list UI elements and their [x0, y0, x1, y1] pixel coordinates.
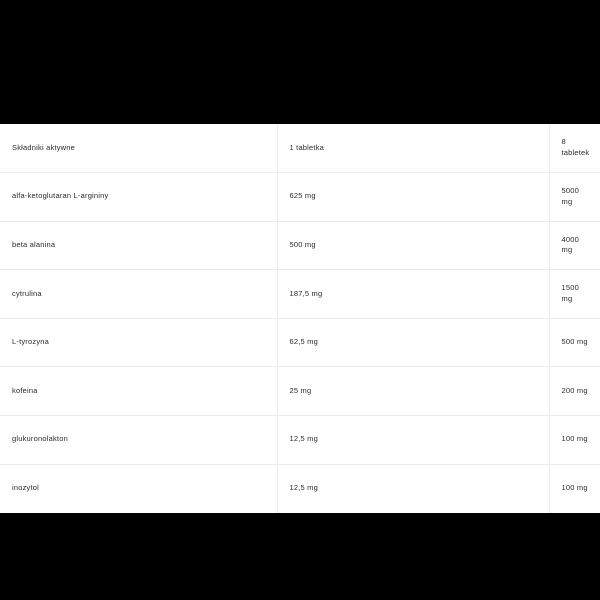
- table-row: [0, 270, 600, 319]
- ingredient-per-eight: 4000 mg: [549, 221, 600, 270]
- ingredient-per-tablet: 187,5 mg: [277, 270, 549, 319]
- ingredient-name: beta alanina: [0, 221, 277, 270]
- ingredient-per-tablet: 62,5 mg: [277, 318, 549, 367]
- ingredient-name: alfa-ketoglutaran L-argininy: [0, 173, 277, 222]
- ingredient-per-eight: 200 mg: [549, 367, 600, 416]
- ingredient-name: cytrulina: [0, 270, 277, 319]
- ingredient-per-eight: 1500 mg: [549, 270, 600, 319]
- column-header-per-eight: 8 tabletek: [549, 124, 600, 173]
- column-header-per-tablet: 1 tabletka: [277, 124, 549, 173]
- ingredient-name: inozytol: [0, 464, 277, 513]
- table-header-row: [0, 124, 600, 173]
- ingredient-per-tablet: 500 mg: [277, 221, 549, 270]
- column-header-ingredient: Składniki aktywne: [0, 124, 277, 173]
- ingredient-name: L-tyrozyna: [0, 318, 277, 367]
- ingredient-per-eight: 500 mg: [549, 318, 600, 367]
- ingredient-per-eight: 100 mg: [561, 483, 588, 493]
- ingredient-per-tablet: 25 mg: [277, 367, 549, 416]
- ingredient-name: glukuronolakton: [0, 416, 277, 465]
- table-row: [0, 221, 600, 270]
- ingredient-per-tablet: 12,5 mg: [277, 464, 549, 513]
- table-row: [0, 464, 600, 513]
- ingredients-panel: [0, 124, 600, 493]
- table-row: [0, 173, 600, 222]
- ingredient-name: kofeina: [0, 367, 277, 416]
- table-row: [0, 367, 600, 416]
- ingredient-per-eight: 100 mg: [549, 416, 600, 465]
- table-row: [0, 416, 600, 465]
- ingredient-per-eight: 5000 mg: [549, 173, 600, 222]
- ingredients-table: [0, 124, 600, 513]
- ingredient-per-tablet: 12,5 mg: [277, 416, 549, 465]
- ingredient-per-tablet: 625 mg: [277, 173, 549, 222]
- table-row: [0, 318, 600, 367]
